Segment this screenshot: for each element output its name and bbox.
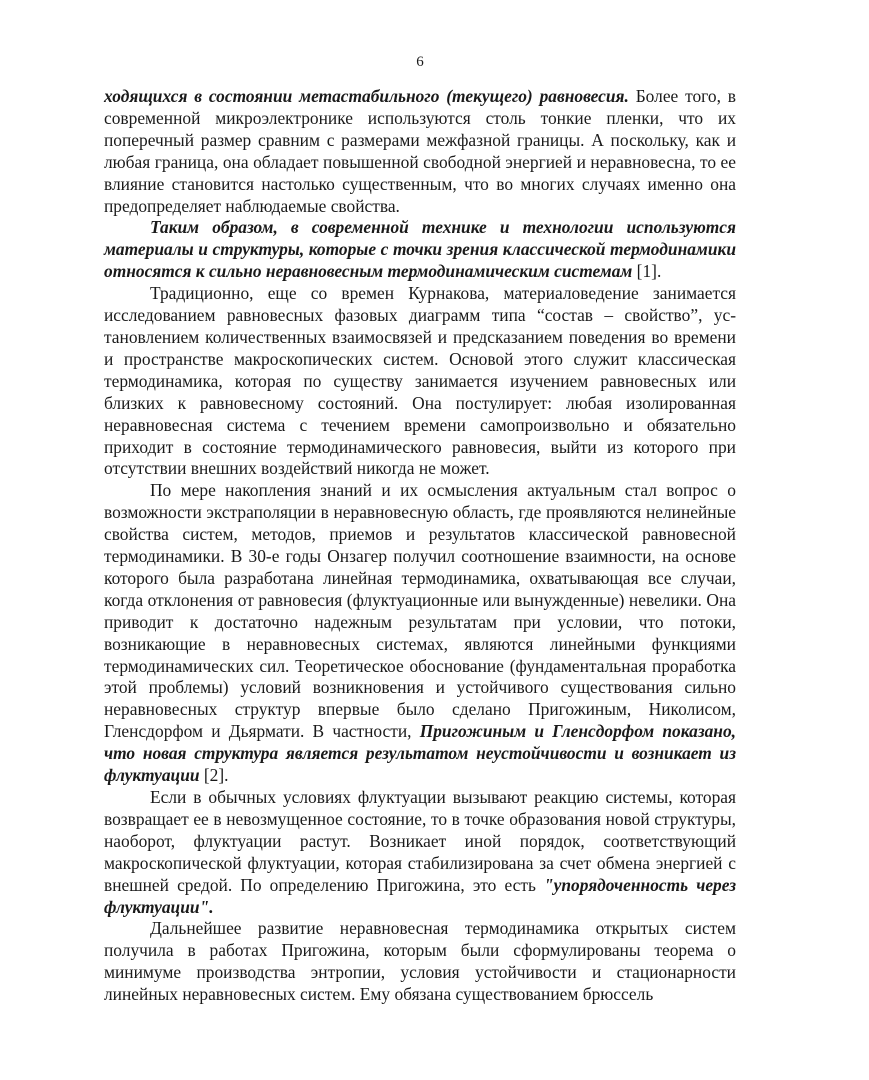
body-text: [104, 86, 736, 1006]
body-text-run: [1].: [632, 261, 662, 282]
body-text-run: Более того, в современной микроэлектронике используются столь тонкие пленки, что их поперечный размер сравним с размерами межфазной границы. А поскольку, как и любая граница, она обладает повышенной свободной энергией и неравновесна, то ее влияние становится настолько существенным, что во многих случаях именно она предопределяет наблюдаемые свойства.: [104, 86, 736, 216]
body-text-run: По мере накопления знаний и их осмысления актуальным стал вопрос о возможности экстраполяции в неравновесную область, где проявляются нелинейные свойства систем, методов, приемов и результатов классической равновесной термодинамики. В 30-е годы Онзагер получил соотношение взаимности, на основе которого была разработана линейная термодинамика, охватывающая все случаи, когда отклонения от равновесия (флуктуационные или вынужденные) невелики. Она приводит к достаточно надежным результатам при условии, что потоки, возникающие в неравновесных системах, являются линейными функциями термодинамических сил. Теоретическое обоснование (фундаментальная проработка этой проблемы) условий возникновения и устойчивого существования сильно неравновесных структур впервые было сделано Пригожиным, Николисом, Гленсдорфом и Дьярмати. В частности,: [104, 480, 736, 742]
emphasized-text: ходящихся в состоянии метастабильного (текущего) равновесия.: [104, 86, 629, 106]
body-text-run: Дальнейшее развитие неравновесная термодинамика открытых систем получила в работах Пригожина, которым были сформулированы теорема о минимуме производства энтропии, условия устойчивости и стационарности линейных неравновесных систем. Ему обязана существованием брюссель: [104, 918, 736, 1005]
paragraph: [104, 787, 736, 918]
paragraph: [104, 86, 736, 217]
paragraph: [104, 918, 736, 1006]
emphasized-text: "упорядоченность через флуктуации".: [104, 874, 737, 917]
emphasized-text: Таким образом, в современной технике и технологии используются материалы и структуры, которые с точки зрения классической термодинамики относятся к сильно неравновесным термодинамическим системам: [104, 217, 736, 282]
paragraph: [104, 217, 736, 283]
body-text-run: Если в обычных условиях флуктуации вызывают реакцию системы, которая возвращает ее в невозмущенное состояние, то в точке образования новой структуры, наоборот, флуктуации растут. Возникает иной порядок, соответствующий макроскопической флуктуации, которая стабилизирована за счет обмена энергией с внешней средой. По определению Пригожина, это есть: [104, 787, 736, 895]
body-text-run: Традиционно, еще со времен Курнакова, материаловедение занимается исследованием равновесных фазовых диаграмм типа “состав – свойство”, установлением количественных взаимосвязей и предсказанием поведения во времени и пространстве макроскопических систем. Основой этого служит классическая термодинамика, которая по существу занимается изучением равновесных или близких к равновесному состояний. Она постулирует: любая изолированная неравновесная система с течением времени самопроизвольно и обязательно приходит в состояние термодинамического равновесия, выйти из которого при отсутствии внешних воздействий никогда не может.: [104, 283, 736, 479]
paragraph: [104, 480, 736, 787]
emphasized-text: Пригожиным и Гленсдорфом показано, что новая структура является результатом неустойчивости и возникает из флуктуации: [104, 721, 736, 786]
body-text-run: [2].: [199, 765, 229, 786]
paragraph: [104, 283, 736, 480]
document-page: [104, 52, 736, 1006]
page-number: 6: [416, 54, 424, 70]
